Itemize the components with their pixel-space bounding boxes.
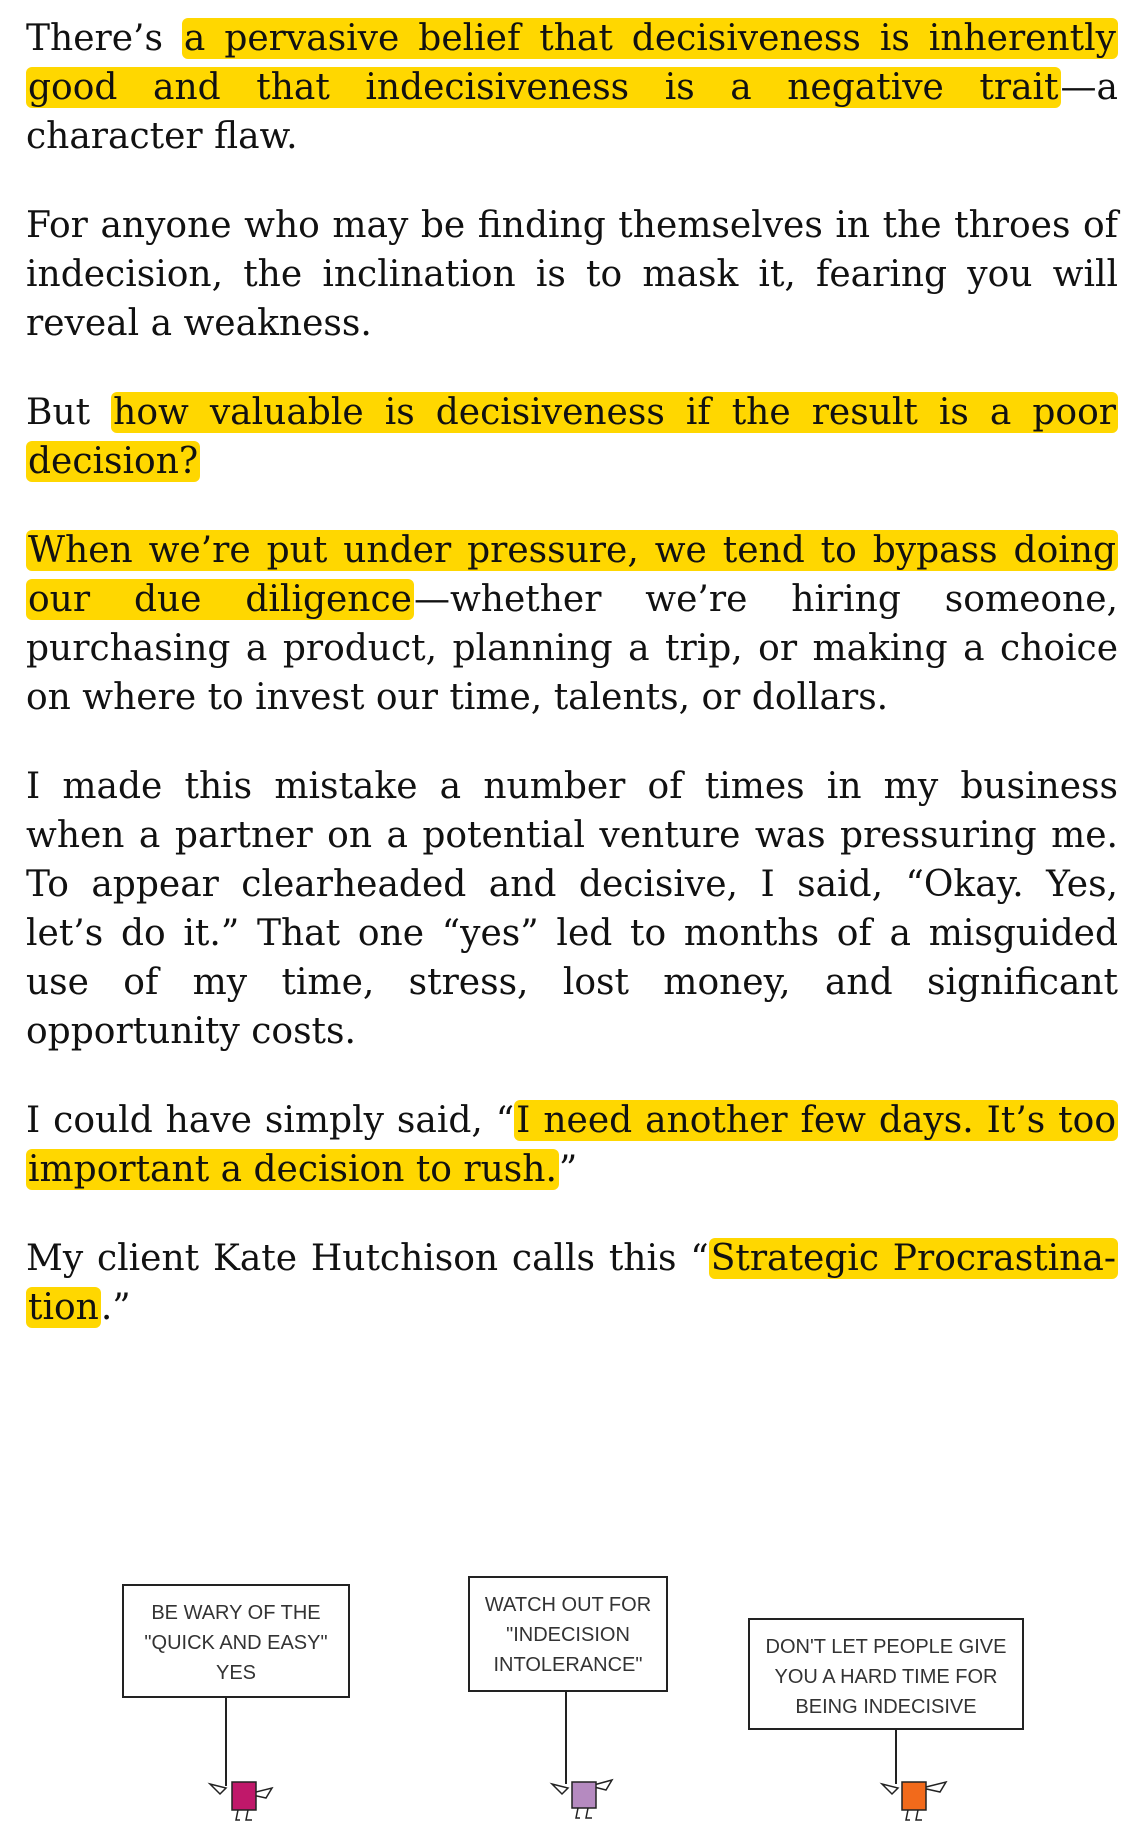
stick-figure-lavender-icon [540,1692,640,1802]
highlighted-text: Strategic Procrastination [28,1238,1116,1328]
highlighted-text: I need another few days. It’s too important a decision to rush. [28,1100,1116,1190]
paragraph-3 [26,388,1118,486]
body-text: I made this mistake a number of times in my business when a partner on a potential venture was pressuring me. To appear clearheaded and decisive, I said, “Okay. Yes, let’s do it.” That one “yes” led to months of a misguided use of my time, stress, lost money, and significant opportunity costs. [26,766,1118,1052]
body-text: But [26,392,112,433]
sign-line: "QUICK AND EASY" [144,1632,328,1654]
body-text: —whether we’re hiring someone, purchasing a product, planning a trip, or making a choice on where to invest our time, talents, or dollars. [26,579,1118,718]
sign-line: WATCH OUT FOR [484,1594,652,1616]
body-text: ” [558,1149,578,1190]
sign-dont-let-people [748,1618,1024,1730]
paragraph-6 [26,1096,1118,1194]
sign-line: BE WARY OF THE [151,1602,321,1624]
body-text: —a character flaw. [26,67,1118,157]
sign-quick-and-easy [122,1584,350,1698]
paragraph-5 [26,762,1118,1056]
sign-line: DON'T LET PEOPLE GIVE [765,1636,1007,1658]
paragraph-7 [26,1234,1118,1332]
stick-figure-orange-icon [870,1730,970,1840]
paragraph-4 [26,526,1118,722]
sign-illustration [0,1380,1146,1728]
body-text: My client Kate Hutchison calls this “ [26,1238,709,1279]
article-body [26,14,1118,1372]
highlighted-text: When we’re put under pressure, we tend to bypass doing our due diligence [28,530,1116,620]
body-text: There’s [26,18,182,59]
sign-line: YES [215,1662,257,1684]
sign-line: YOU A HARD TIME FOR [774,1666,998,1688]
sign-line: BEING INDECISIVE [795,1696,977,1718]
sign-line: "INDECISION [506,1624,630,1646]
body-text: For anyone who may be finding themselves in the throes of indecision, the inclination is to mask it, fearing you will reveal a weakness. [26,205,1118,344]
body-text: I could have simply said, “ [26,1100,515,1141]
paragraph-2 [26,201,1118,348]
stick-figure-magenta-icon [200,1698,300,1808]
sign-line: INTOLERANCE" [493,1654,643,1676]
highlighted-text: a pervasive belief that decisiveness is inherently good and that indecisiveness is a negative trait [28,18,1116,108]
sign-indecision-intolerance [468,1576,668,1692]
highlighted-text: how valuable is decisiveness if the result is a poor decision? [28,392,1116,482]
body-text: .” [100,1287,131,1328]
paragraph-1 [26,14,1118,161]
